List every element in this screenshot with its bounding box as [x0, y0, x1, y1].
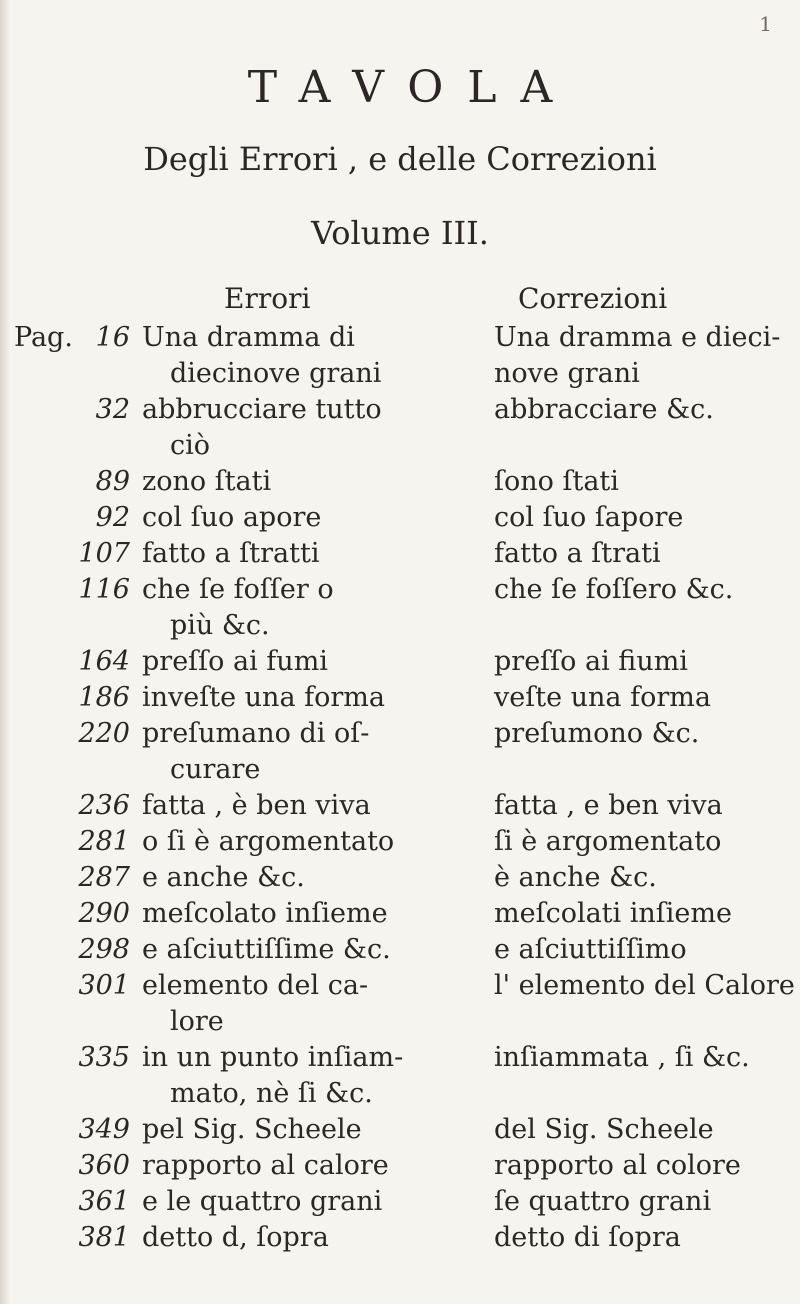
- errata-row: [0, 968, 800, 1040]
- error-line: col ſuo apore: [142, 502, 322, 533]
- error-line: fatto a ſtratti: [142, 538, 320, 569]
- correction-line: del Sig. Scheele: [494, 1114, 714, 1145]
- errata-row: [0, 1148, 800, 1184]
- page-prefix-label: Pag.: [14, 322, 73, 353]
- error-line: curare: [170, 754, 261, 785]
- errata-row: [0, 680, 800, 716]
- page-reference: 32: [95, 394, 130, 425]
- error-line: che ſe foſſer o: [142, 574, 334, 605]
- correction-text: [494, 536, 794, 572]
- correction-line: ſe quattro grani: [494, 1186, 712, 1217]
- correction-text: [494, 1184, 794, 1220]
- error-line: zono ſtati: [142, 466, 272, 497]
- page-reference: 92: [95, 502, 130, 533]
- correction-line: preſumono &c.: [494, 718, 700, 749]
- correction-line: e aſciuttiſſimo: [494, 934, 687, 965]
- correction-line: abbracciare &c.: [494, 394, 714, 425]
- errata-row: [0, 824, 800, 860]
- error-text: [142, 1184, 472, 1220]
- error-text: [142, 464, 472, 500]
- error-line: inveſte una forma: [142, 682, 385, 713]
- error-line: abbrucciare tutto: [142, 394, 382, 425]
- error-text: [142, 536, 472, 572]
- page-reference: 361: [78, 1186, 130, 1217]
- error-line: e anche &c.: [142, 862, 305, 893]
- errata-row: [0, 572, 800, 644]
- error-line: preſſo ai fumi: [142, 646, 328, 677]
- error-line: o ſi è argomentato: [142, 826, 395, 857]
- errata-row: [0, 860, 800, 896]
- correction-text: [494, 644, 794, 680]
- errata-row: [0, 1184, 800, 1220]
- page-reference: 116: [78, 574, 130, 605]
- error-line: in un punto inſiam-: [142, 1042, 404, 1073]
- error-text: [142, 320, 472, 392]
- page-subtitle: Degli Errori , e delle Correzioni: [143, 140, 657, 178]
- errata-table: [0, 320, 800, 1256]
- page-reference: 186: [78, 682, 130, 713]
- correction-text: [494, 320, 794, 392]
- page-reference: 164: [78, 646, 130, 677]
- error-line: detto d, ſopra: [142, 1222, 329, 1253]
- page-reference: 287: [78, 862, 130, 893]
- correction-line: veſte una forma: [494, 682, 711, 713]
- correction-text: [494, 1220, 794, 1256]
- correction-line: rapporto al colore: [494, 1150, 741, 1181]
- correction-text: [494, 680, 794, 716]
- errata-row: [0, 536, 800, 572]
- error-text: [142, 1040, 472, 1112]
- correction-text: [494, 1112, 794, 1148]
- error-line: Una dramma di: [142, 322, 355, 353]
- page-reference: 335: [78, 1042, 130, 1073]
- page-reference: 381: [78, 1222, 130, 1253]
- errata-row: [0, 932, 800, 968]
- error-text: [142, 932, 472, 968]
- correction-line: l' elemento del Calore: [494, 970, 795, 1001]
- error-text: [142, 788, 472, 824]
- error-line: e le quattro grani: [142, 1186, 383, 1217]
- errors-column-header: Errori: [224, 282, 311, 315]
- error-text: [142, 1220, 472, 1256]
- errata-row: [0, 1112, 800, 1148]
- errata-row: [0, 320, 800, 392]
- error-line: e aſciuttiſſime &c.: [142, 934, 391, 965]
- page-reference: 281: [78, 826, 130, 857]
- error-line: più &c.: [170, 610, 270, 641]
- page-reference: 107: [78, 538, 130, 569]
- page-reference: 298: [78, 934, 130, 965]
- error-line: ciò: [170, 430, 211, 461]
- errata-row: [0, 644, 800, 680]
- correction-text: [494, 1148, 794, 1184]
- error-text: [142, 716, 472, 788]
- correction-text: [494, 572, 794, 608]
- error-line: meſcolato inſieme: [142, 898, 388, 929]
- error-text: [142, 1112, 472, 1148]
- correction-line: fatta , e ben viva: [494, 790, 723, 821]
- correction-line: che ſe foſſero &c.: [494, 574, 734, 605]
- correction-text: [494, 932, 794, 968]
- correction-line: nove grani: [494, 358, 640, 389]
- volume-label: Volume III.: [311, 214, 489, 252]
- page-reference: 349: [78, 1114, 130, 1145]
- errata-row: [0, 788, 800, 824]
- correction-text: [494, 500, 794, 536]
- error-line: diecinove grani: [170, 358, 382, 389]
- errata-row: [0, 464, 800, 500]
- error-text: [142, 1148, 472, 1184]
- correction-line: è anche &c.: [494, 862, 657, 893]
- error-text: [142, 392, 472, 464]
- correction-text: [494, 824, 794, 860]
- page-reference: 16: [95, 322, 130, 353]
- correction-line: preſſo ai fiumi: [494, 646, 688, 677]
- page-reference: 290: [78, 898, 130, 929]
- errata-row: [0, 392, 800, 464]
- error-text: [142, 896, 472, 932]
- error-line: preſumano di oſ-: [142, 718, 370, 749]
- error-line: pel Sig. Scheele: [142, 1114, 362, 1145]
- error-line: rapporto al calore: [142, 1150, 389, 1181]
- errata-row: [0, 896, 800, 932]
- correction-text: [494, 788, 794, 824]
- error-line: elemento del ca-: [142, 970, 369, 1001]
- error-text: [142, 500, 472, 536]
- page-reference: 236: [78, 790, 130, 821]
- correction-text: [494, 896, 794, 932]
- correction-text: [494, 464, 794, 500]
- page-reference: 301: [78, 970, 130, 1001]
- corrections-column-header: Correzioni: [518, 282, 668, 315]
- error-line: lore: [170, 1006, 224, 1037]
- errata-row: [0, 716, 800, 788]
- page-title: TAVOLA: [247, 62, 577, 113]
- errata-row: [0, 1040, 800, 1112]
- correction-text: [494, 716, 794, 752]
- correction-text: [494, 1040, 794, 1076]
- correction-line: ſi è argomentato: [494, 826, 722, 857]
- error-text: [142, 572, 472, 644]
- error-line: fatta , è ben viva: [142, 790, 371, 821]
- error-text: [142, 860, 472, 896]
- error-text: [142, 680, 472, 716]
- correction-text: [494, 968, 794, 1004]
- error-text: [142, 968, 472, 1040]
- page-reference: 360: [78, 1150, 130, 1181]
- correction-line: col ſuo ſapore: [494, 502, 684, 533]
- page-reference: 89: [95, 466, 130, 497]
- errata-row: [0, 1220, 800, 1256]
- error-text: [142, 644, 472, 680]
- page-number: 1: [759, 12, 772, 36]
- correction-line: detto di ſopra: [494, 1222, 681, 1253]
- correction-line: meſcolati inſieme: [494, 898, 732, 929]
- correction-line: fatto a ſtrati: [494, 538, 661, 569]
- error-text: [142, 824, 472, 860]
- error-line: mato, nè ſi &c.: [170, 1078, 373, 1109]
- correction-text: [494, 392, 794, 428]
- correction-line: ſono ſtati: [494, 466, 619, 497]
- correction-line: Una dramma e dieci-: [494, 322, 781, 353]
- correction-text: [494, 860, 794, 896]
- correction-line: inſiammata , ſi &c.: [494, 1042, 750, 1073]
- errata-row: [0, 500, 800, 536]
- page-reference: 220: [78, 718, 130, 749]
